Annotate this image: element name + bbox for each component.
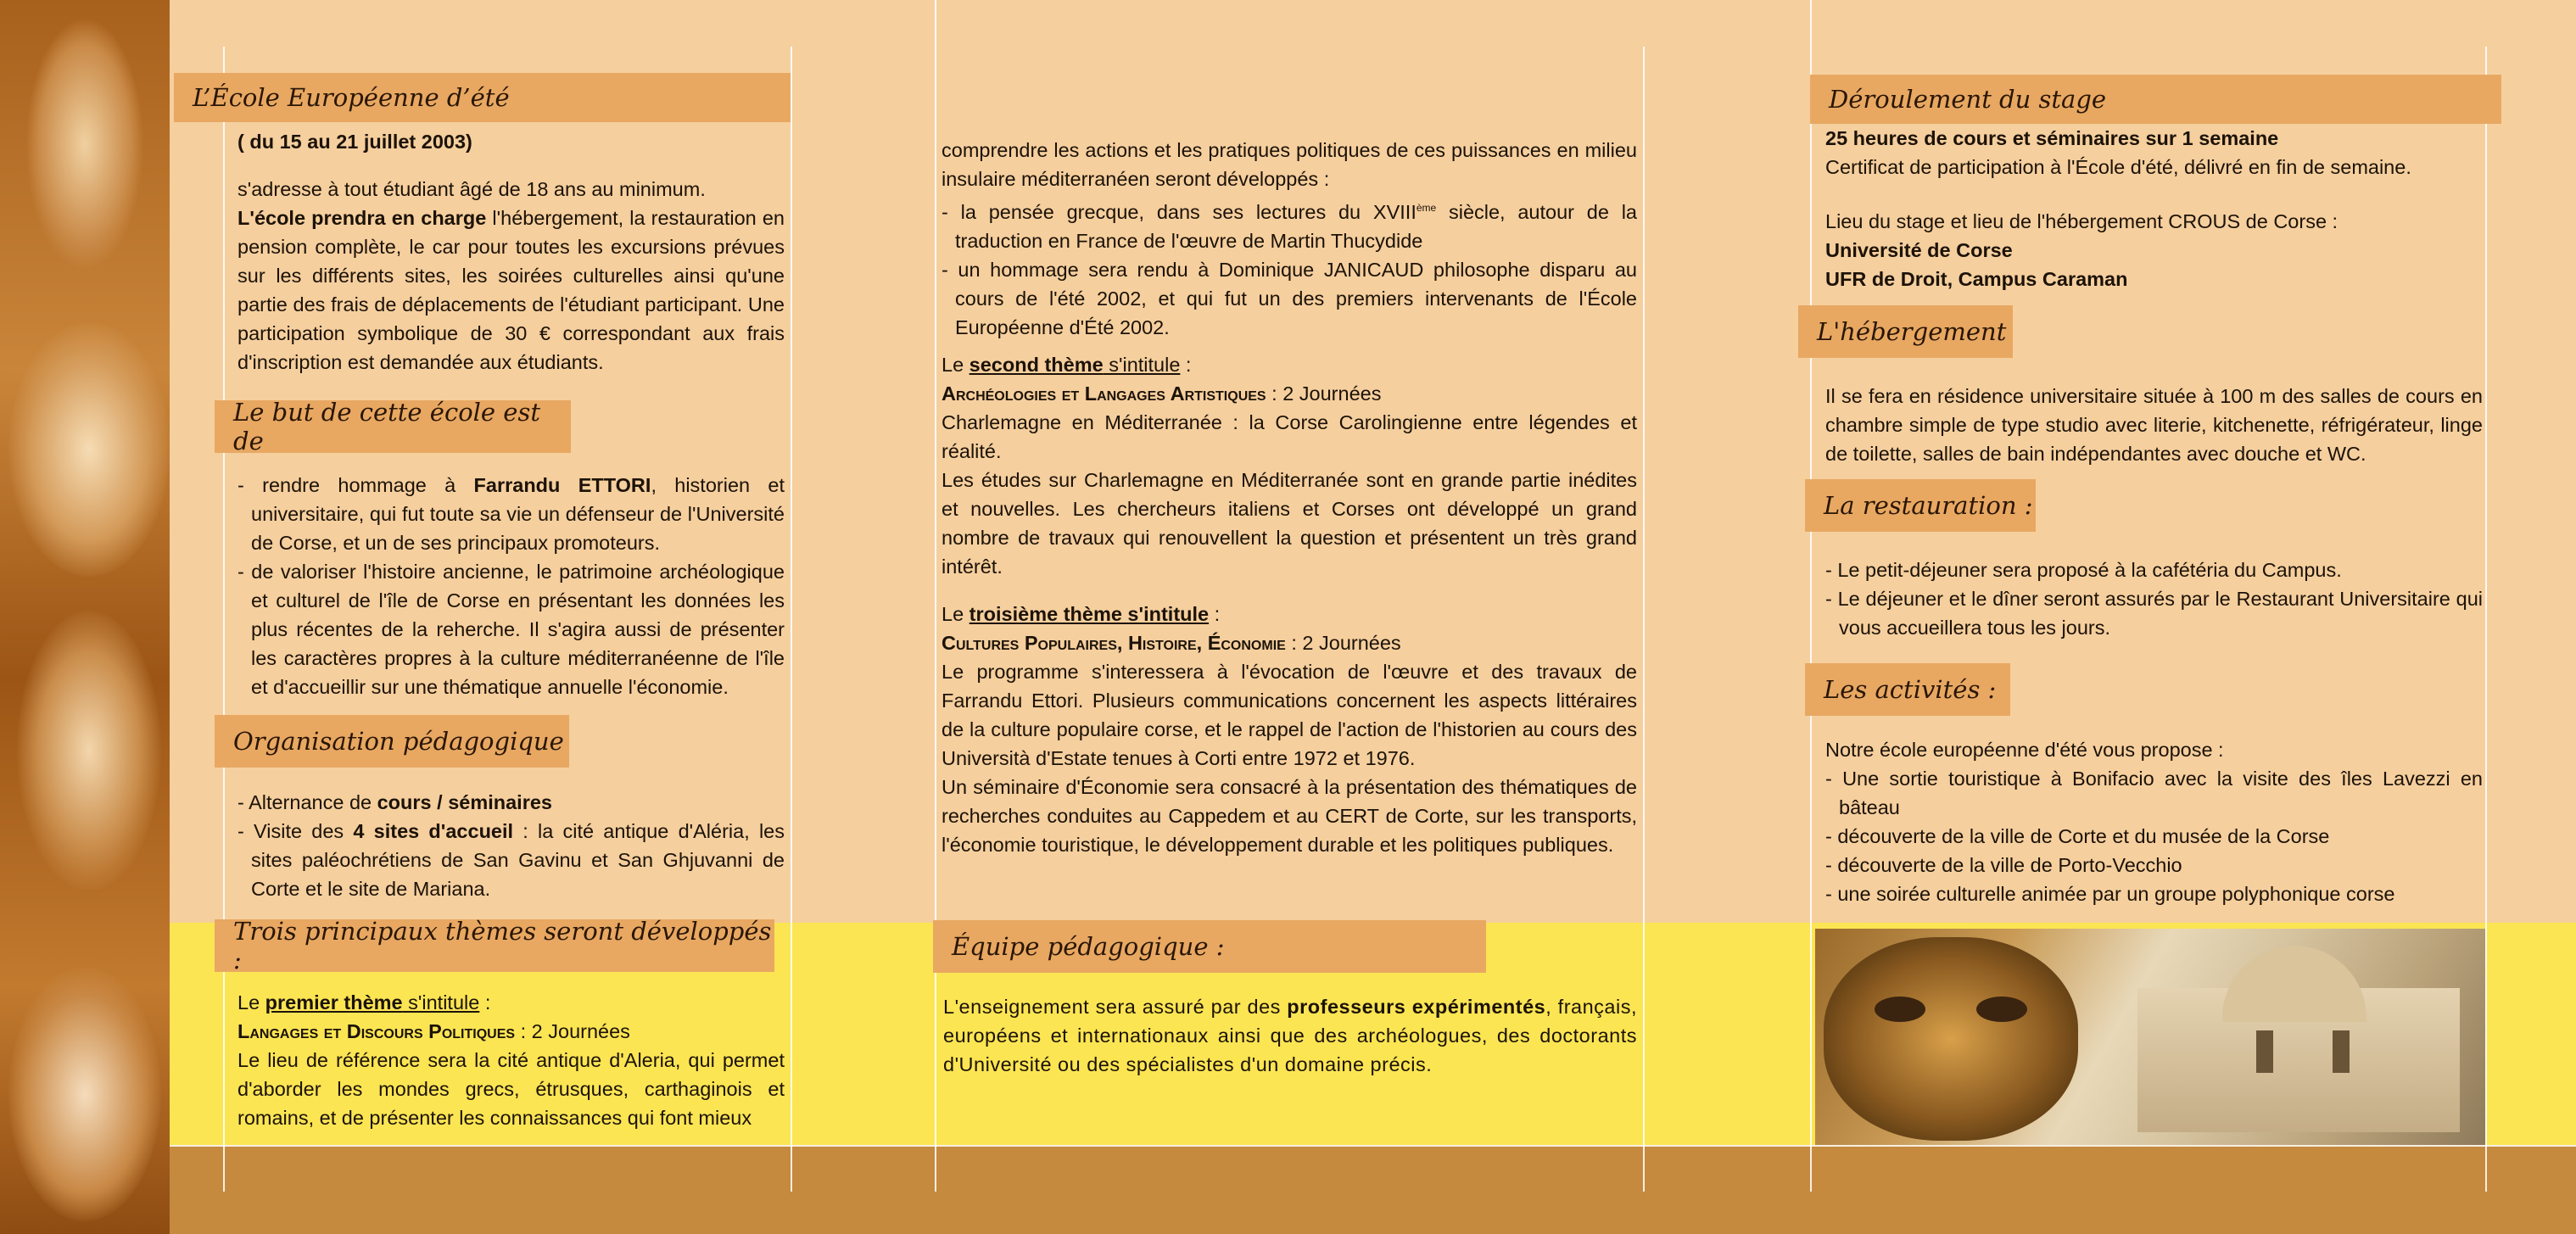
section-header-themes: Trois principaux thèmes seront développés :	[215, 919, 774, 972]
ecole-text: ( du 15 au 21 juillet 2003) s'adresse à tout étudiant âgé de 18 ans au minimum. L'école prendra en charge l'hébergement, la restauration en pension complète, le car pour toutes les excursions prévues sur les différents sites, les soirées culturelles ainsi qu'une partie des frais de déplacements de l'étudiant participant. Une participation symbolique de 30 € correspondant aux frais d'inscription est demandée aux étudiants.	[237, 131, 785, 373]
section-header-ecole: L’École Européenne d’été	[174, 73, 791, 122]
section-header-but: Le but de cette école est de	[215, 400, 571, 453]
deroulement-text: 25 heures de cours et séminaires sur 1 semaine Certificat de participation à l'École d'été, délivré en fin de semaine. Lieu du stage et lieu de l'hébergement CROUS de Corse : Université de Corse UFR de Droit, Campus Caraman	[1825, 127, 2411, 290]
theme-3-text: Le troisième thème s'intitule : Cultures Populaires, Histoire, Économie : 2 Journées Le programme s'interessera à l'évocation de l'œuvre et des travaux de Farrandu Ettori. Plusieurs communications concernent les aspects littéraires de la culture populaire corse, et le rappel de l'action de l'historien au cours des Università d'Estate tenues à Corti entre 1972 et 1976. Un séminaire d'Économie sera consacré à la présentation des thématiques de recherches conduites au Cappedem et au CERT de Corte, sur les transports, l'économie touristique, le développement durable et les politiques publiques.	[942, 603, 1637, 856]
guide-line	[2485, 47, 2487, 1192]
activites-list: Notre école européenne d'été vous propose : - Une sortie touristique à Bonifacio avec la visite des îles Lavezzi en bâteau - découverte de la ville de Corte et du musée de la Corse - découverte de la ville de Porto-Vecchio - une soirée culturelle animée par un groupe polyphonique corse	[1825, 735, 2483, 908]
section-header-restauration: La restauration :	[1805, 479, 2036, 532]
hebergement-text: Il se fera en résidence universitaire située à 100 m des salles de cours en chambre simple de type studio avec literie, kitchenette, réfrigérateur, linge de toilette, salles de bain indépendantes avec douche et WC.	[1825, 385, 2483, 465]
theme-1-text: Le premier thème s'intitule : Langages et Discours Politiques : 2 Journées Le lieu de référence sera la cité antique d'Aleria, qui permet d'aborder les mondes grecs, étrusques, carthaginois et romains, et de présenter les connaissances qui font mieux	[237, 991, 785, 1129]
section-header-hebergement: L'hébergement	[1798, 305, 2013, 358]
mosaic-face-and-church-image	[1815, 929, 2485, 1145]
but-list: - rendre hommage à Farrandu ETTORI, historien et universitaire, qui fut toute sa vie un défenseur de l'Université de Corse, et un de ses principaux promoteurs. - de valoriser l'histoire ancienne, le patrimoine archéologique et culturel de l'île de Corse en présentant les données les plus récentes de la reherche. Il s'agira aussi de présenter les caractères propres à la culture méditerranéenne de l'île et d'accueillir sur une thématique annuelle l'économie.	[237, 471, 785, 701]
theme-1-continued: comprendre les actions et les pratiques politiques de ces puissances en milieu insulaire méditerranéen seront développés : - la pensée grecque, dans ses lectures du XVIIIème siècle, autour de la traduction en France de l'œuvre de Martin Thucydide - un hommage sera rendu à Dominique JANICAUD philosophe disparu au cours de l'été 2002, et qui fut un des premiers intervenants de l'École Européenne d'Été 2002.	[942, 136, 1637, 342]
equipe-text: L'enseignement sera assuré par des professeurs expérimentés, français, européens et internationaux ainsi que des archéologues, des doctorants d'Université ou des spécialistes d'un domaine précis.	[943, 996, 1637, 1075]
section-header-organisation: Organisation pédagogique	[215, 715, 569, 768]
guide-line	[791, 47, 792, 1192]
bottom-band	[170, 1145, 2576, 1234]
guide-line	[935, 0, 936, 1192]
guide-line	[1643, 47, 1645, 1192]
guide-line	[223, 47, 225, 1192]
section-header-activites: Les activités :	[1805, 663, 2010, 716]
section-header-equipe: Équipe pédagogique :	[933, 920, 1486, 973]
theme-2-text: Le second thème s'intitule : Archéologies et Langages Artistiques : 2 Journées Charlemagne en Méditerranée : la Corse Carolingienne entre légendes et réalité. Les études sur Charlemagne en Méditerranée sont en grande partie inédites et nouvelles. Les chercheurs italiens et Corses ont développé un grand nombre de travaux qui renouvellent la question et présentent un très grand intérêt.	[942, 354, 1637, 578]
guide-line	[170, 1145, 2576, 1147]
section-header-deroulement: Déroulement du stage	[1810, 75, 2501, 124]
restauration-list: - Le petit-déjeuner sera proposé à la cafétéria du Campus. - Le déjeuner et le dîner seront assurés par le Restaurant Universitaire qui vous accueillera tous les jours.	[1825, 556, 2483, 642]
classical-sculptures-image	[0, 0, 170, 1234]
organisation-list: - Alternance de cours / séminaires - Visite des 4 sites d'accueil : la cité antique d'Aléria, les sites paléochrétiens de San Gavinu et San Ghjuvanni de Corte et le site de Mariana.	[237, 788, 785, 903]
guide-line	[1810, 0, 1812, 1192]
